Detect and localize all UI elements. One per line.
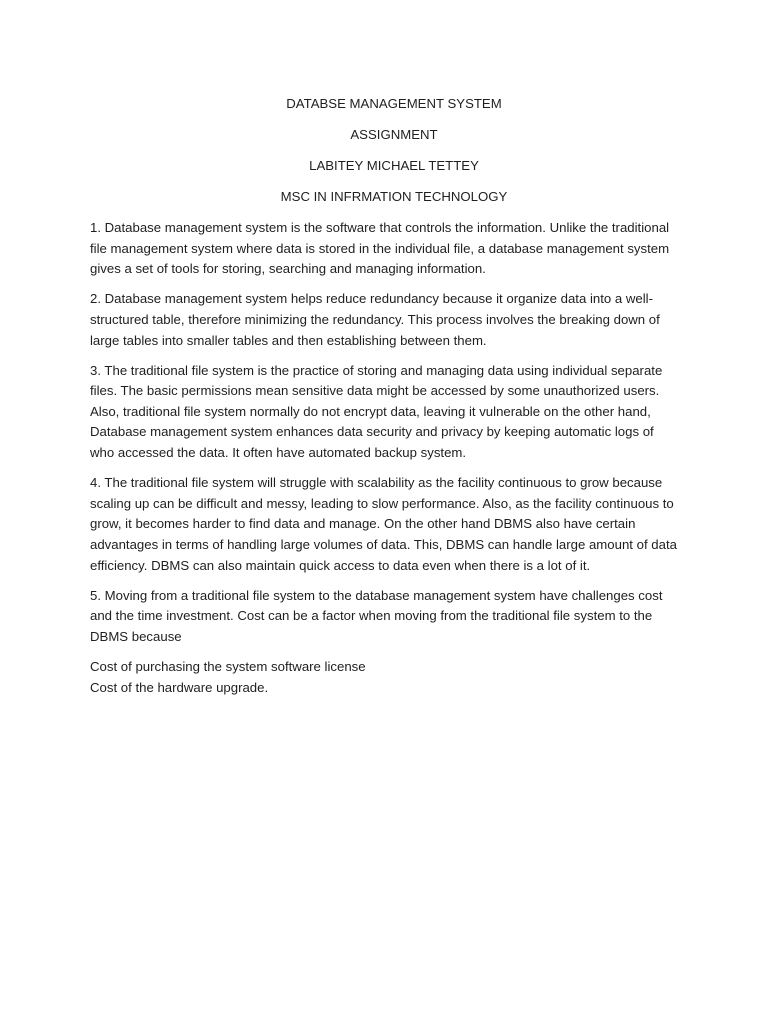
document-body [90, 94, 680, 698]
paragraph-4: 4. The traditional file system will struggle with scalability as the facility continuous to grow because scaling up can be difficult and messy, leading to slow performance. Also, as the facility continuous to grow, it becomes harder to find data and manage. On the other hand DBMS also have certain advantages in terms of handling large volumes of data. This, DBMS can handle large amount of data efficiency. DBMS can also maintain quick access to data even when there is a lot of it. [90, 475, 677, 573]
program-name: MSC IN INFRMATION TECHNOLOGY [280, 188, 508, 204]
paragraph-3: 3. The traditional file system is the practice of storing and managing data using individual separate files. The basic permissions mean sensitive data might be accessed by some unauthorized users. Also, traditional file system normally do not encrypt data, leaving it vulnerable on the other hand, Database management system enhances data security and privacy by keeping automatic logs of who accessed the data. It often have automated backup system. [90, 362, 663, 461]
document-subtitle: ASSIGNMENT [350, 126, 438, 142]
cost-item-software: Cost of purchasing the system software license [90, 659, 366, 675]
paragraph-5: 5. Moving from a traditional file system to the database management system have challenges cost and the time investment. Cost can be a factor when moving from the traditional file system to the DBMS because [90, 587, 663, 644]
paragraph-2: 2. Database management system helps reduce redundancy because it organize data into a well-structured table, therefore minimizing the redundancy. This process involves the breaking down of large tables into smaller tables and then establishing between them. [90, 291, 660, 348]
document-title: DATABSE MANAGEMENT SYSTEM [286, 96, 502, 111]
paragraph-1: 1. Database management system is the software that controls the information. Unlike the traditional file management system where data is stored in the individual file, a database management system gives a set of tools for storing, searching and managing information. [90, 219, 670, 277]
author-name: LABITEY MICHAEL TETTEY [309, 157, 479, 173]
cost-list [90, 657, 680, 698]
cost-item-hardware: Cost of the hardware upgrade. [90, 679, 269, 695]
